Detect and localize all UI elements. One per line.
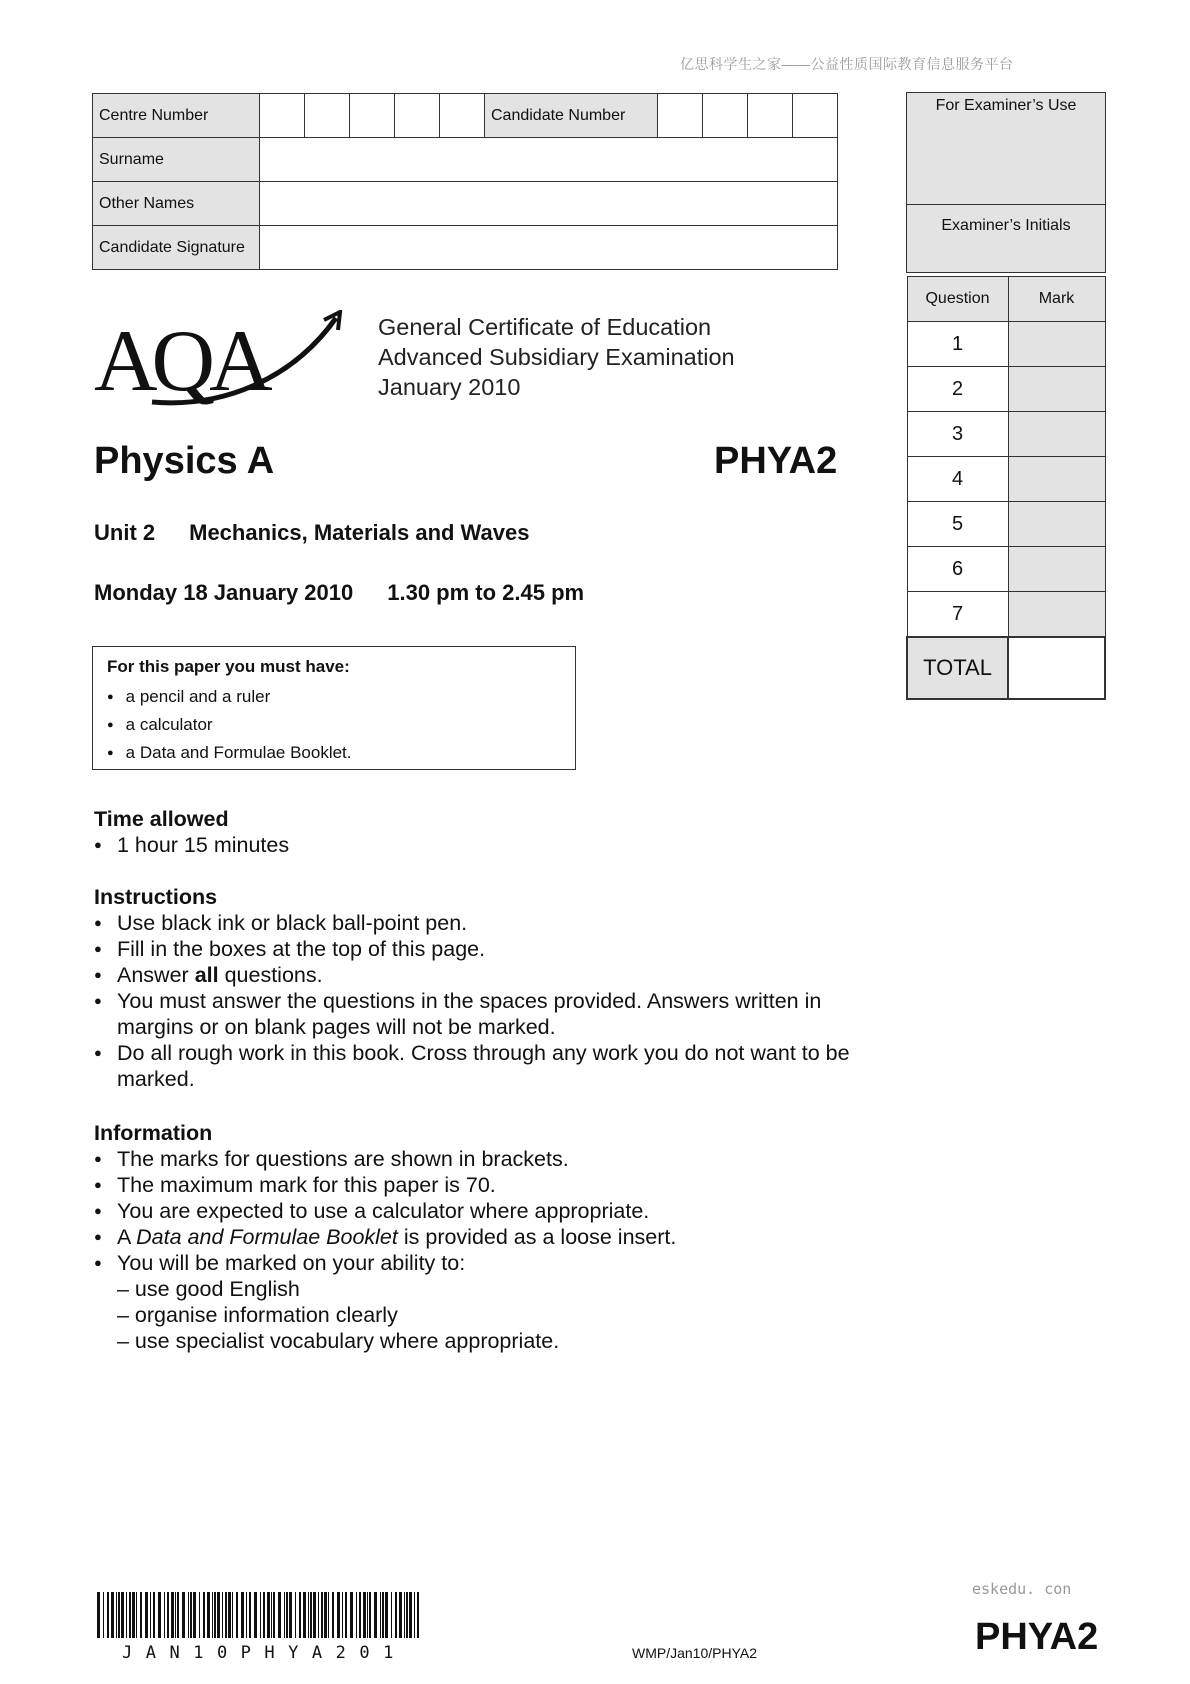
barcode-bar (225, 1592, 227, 1638)
barcode-bar (260, 1592, 261, 1638)
candidate-number-box[interactable] (793, 94, 838, 138)
site-watermark: eskedu. con (972, 1580, 1072, 1598)
barcode-bar (222, 1592, 223, 1638)
other-names-field[interactable] (260, 182, 838, 226)
barcode-bar (153, 1592, 155, 1638)
barcode-bar (303, 1592, 306, 1638)
italic-text: Data and Formulae Booklet (136, 1225, 398, 1249)
question-column-header: Question (907, 277, 1008, 322)
question-number: 7 (907, 592, 1008, 638)
text-run: A (117, 1225, 131, 1249)
barcode-bar (212, 1592, 213, 1638)
barcode-bar (107, 1592, 109, 1638)
barcode-bar (145, 1592, 148, 1638)
mark-cell[interactable] (1008, 367, 1105, 412)
barcode-text: JAN10PHYA201 (122, 1643, 407, 1663)
barcode-bar (289, 1592, 292, 1638)
barcode-bar (318, 1592, 319, 1638)
surname-label: Surname (93, 138, 260, 182)
barcode-bar (236, 1592, 238, 1638)
centre-number-box[interactable] (260, 94, 305, 138)
centre-number-box[interactable] (395, 94, 440, 138)
barcode-bar (249, 1592, 251, 1638)
section-heading: Instructions (94, 885, 218, 909)
barcode-bar (374, 1592, 377, 1638)
mark-column-header: Mark (1008, 277, 1105, 322)
mark-cell[interactable] (1008, 547, 1105, 592)
list-item: ● a Data and Formulae Booklet. (107, 739, 561, 767)
barcode-bar (345, 1592, 347, 1638)
mark-cell[interactable] (1008, 592, 1105, 638)
question-number: 3 (907, 412, 1008, 457)
barcode-bar (214, 1592, 216, 1638)
centre-number-label: Centre Number (93, 94, 260, 138)
barcode-bar (193, 1592, 196, 1638)
question-number: 6 (907, 547, 1008, 592)
mark-cell[interactable] (1008, 457, 1105, 502)
barcode-bar (175, 1592, 176, 1638)
barcode-bar (332, 1592, 334, 1638)
instructions-section (94, 884, 854, 1092)
centre-number-box[interactable] (305, 94, 350, 138)
unit-line (94, 520, 529, 546)
barcode-bar (363, 1592, 366, 1638)
barcode-bar (382, 1592, 384, 1638)
barcode-bar (116, 1592, 117, 1638)
watermark-text: 亿思科学生之家——公益性质国际教育信息服务平台 (680, 56, 1014, 72)
qualification-line: Advanced Subsidiary Examination (378, 344, 735, 370)
list-item: ● Fill in the boxes at the top of this page. (94, 936, 854, 962)
barcode-bar (337, 1592, 340, 1638)
barcode (97, 1592, 422, 1640)
barcode-bar (188, 1592, 189, 1638)
emphasis-text: all (194, 963, 219, 987)
barcode-bar (177, 1592, 179, 1638)
exam-time: 1.30 pm to 2.45 pm (387, 580, 585, 605)
barcode-bar (199, 1592, 200, 1638)
list-item: ● a calculator (107, 711, 561, 739)
mark-cell[interactable] (1008, 322, 1105, 367)
sub-list-item: – organise information clearly (117, 1303, 398, 1327)
barcode-bar (342, 1592, 343, 1638)
barcode-bar (356, 1592, 357, 1638)
candidate-details-table (92, 93, 838, 270)
barcode-bar (207, 1592, 210, 1638)
barcode-bar (111, 1592, 114, 1638)
barcode-bar (399, 1592, 402, 1638)
text-run: Answer (117, 963, 189, 987)
barcode-bar (217, 1592, 220, 1638)
barcode-bar (129, 1592, 131, 1638)
barcode-bar (369, 1592, 371, 1638)
barcode-bar (121, 1592, 124, 1638)
question-number: 5 (907, 502, 1008, 547)
exam-date: Monday 18 January 2010 (94, 580, 354, 605)
list-item: ● The maximum mark for this paper is 70. (94, 1172, 854, 1198)
barcode-bar (103, 1592, 104, 1638)
barcode-bar (241, 1592, 244, 1638)
barcode-bar (203, 1592, 205, 1638)
section-heading: Information (94, 1121, 213, 1145)
question-number: 4 (907, 457, 1008, 502)
list-item: ● 1 hour 15 minutes (94, 832, 854, 858)
text-run: questions. (224, 963, 323, 987)
total-mark-cell[interactable] (1008, 637, 1105, 699)
barcode-bar (313, 1592, 316, 1638)
text-run: is provided as a loose insert. (403, 1225, 677, 1249)
marks-table (906, 276, 1106, 700)
barcode-bar (150, 1592, 151, 1638)
barcode-bar (167, 1592, 169, 1638)
barcode-bar (140, 1592, 142, 1638)
barcode-bar (404, 1592, 405, 1638)
barcode-bar (228, 1592, 231, 1638)
barcode-bar (308, 1592, 309, 1638)
signature-label: Candidate Signature (93, 226, 260, 270)
barcode-bar (380, 1592, 381, 1638)
barcode-bar (171, 1592, 174, 1638)
candidate-number-box[interactable] (748, 94, 793, 138)
barcode-bar (267, 1592, 270, 1638)
barcode-bar (350, 1592, 353, 1638)
barcode-bar (246, 1592, 247, 1638)
barcode-bar (295, 1592, 296, 1638)
barcode-bar (164, 1592, 165, 1638)
barcode-bar (263, 1592, 265, 1638)
barcode-bar (414, 1592, 415, 1638)
unit-name: Mechanics, Materials and Waves (189, 520, 530, 545)
barcode-bar (409, 1592, 412, 1638)
barcode-bar (158, 1592, 161, 1638)
paper-code: PHYA2 (714, 440, 838, 482)
list-item: ● Use black ink or black ball-point pen. (94, 910, 854, 936)
unit-number: Unit 2 (94, 520, 156, 545)
barcode-bar (286, 1592, 288, 1638)
exam-date-line (94, 580, 584, 606)
barcode-bar (136, 1592, 137, 1638)
question-number: 2 (907, 367, 1008, 412)
surname-field[interactable] (260, 138, 838, 182)
barcode-bar (190, 1592, 192, 1638)
svg-text:AQA: AQA (94, 313, 267, 410)
barcode-bar (232, 1592, 233, 1638)
barcode-bar (126, 1592, 127, 1638)
list-item (94, 962, 854, 988)
barcode-bar (391, 1592, 392, 1638)
sub-list-item: – use good English (117, 1277, 300, 1301)
barcode-bar (284, 1592, 285, 1638)
qualification-line: January 2010 (378, 374, 521, 400)
barcode-bar (132, 1592, 135, 1638)
list-item: ● Do all rough work in this book. Cross through any work you do not want to be marked. (94, 1040, 854, 1092)
time-allowed-section (94, 806, 854, 858)
barcode-bar (271, 1592, 272, 1638)
barcode-bar (254, 1592, 257, 1638)
paper-title: Physics A (94, 440, 275, 482)
qualification-info (378, 312, 735, 402)
mark-cell[interactable] (1008, 502, 1105, 547)
barcode-bar (328, 1592, 329, 1638)
section-heading: Time allowed (94, 807, 229, 831)
centre-number-box[interactable] (350, 94, 395, 138)
candidate-number-label: Candidate Number (485, 94, 658, 138)
barcode-bar (321, 1592, 323, 1638)
paper-reference: WMP/Jan10/PHYA2 (632, 1645, 758, 1661)
signature-field[interactable] (260, 226, 838, 270)
list-item: ● You are expected to use a calculator where appropriate. (94, 1198, 854, 1224)
barcode-bar (97, 1592, 100, 1638)
barcode-bar (299, 1592, 301, 1638)
barcode-bar (385, 1592, 388, 1638)
barcode-bar (359, 1592, 361, 1638)
footer-paper-code: PHYA2 (975, 1616, 1099, 1658)
sub-list-item: – use specialist vocabulary where appropriate. (117, 1329, 560, 1353)
list-item: ● a pencil and a ruler (107, 683, 561, 711)
barcode-bar (310, 1592, 312, 1638)
barcode-bar (118, 1592, 120, 1638)
examiner-initials-label: Examiner’s Initials (906, 205, 1106, 273)
barcode-bar (417, 1592, 419, 1638)
list-item (94, 1224, 854, 1250)
list-item: ● You will be marked on your ability to: (94, 1250, 854, 1276)
qualification-line: General Certificate of Education (378, 314, 712, 340)
candidate-number-box[interactable] (658, 94, 703, 138)
examiner-panel (906, 92, 1106, 700)
barcode-bar (406, 1592, 408, 1638)
examiner-use-heading: For Examiner’s Use (906, 92, 1106, 205)
list-item: ● You must answer the questions in the spaces provided. Answers written in margins or on blank pages will not be marked. (94, 988, 854, 1040)
total-label: TOTAL (907, 637, 1008, 699)
required-materials-box (92, 646, 576, 770)
mark-cell[interactable] (1008, 412, 1105, 457)
barcode-bar (182, 1592, 185, 1638)
other-names-label: Other Names (93, 182, 260, 226)
centre-number-box[interactable] (440, 94, 485, 138)
aqa-logo (92, 310, 347, 410)
barcode-bar (278, 1592, 281, 1638)
barcode-bar (324, 1592, 327, 1638)
question-number: 1 (907, 322, 1008, 367)
barcode-bar (273, 1592, 275, 1638)
candidate-number-box[interactable] (703, 94, 748, 138)
information-section (94, 1120, 854, 1354)
list-item: ● The marks for questions are shown in brackets. (94, 1146, 854, 1172)
required-materials-heading: For this paper you must have: (107, 657, 350, 676)
barcode-bar (395, 1592, 397, 1638)
barcode-bar (367, 1592, 368, 1638)
